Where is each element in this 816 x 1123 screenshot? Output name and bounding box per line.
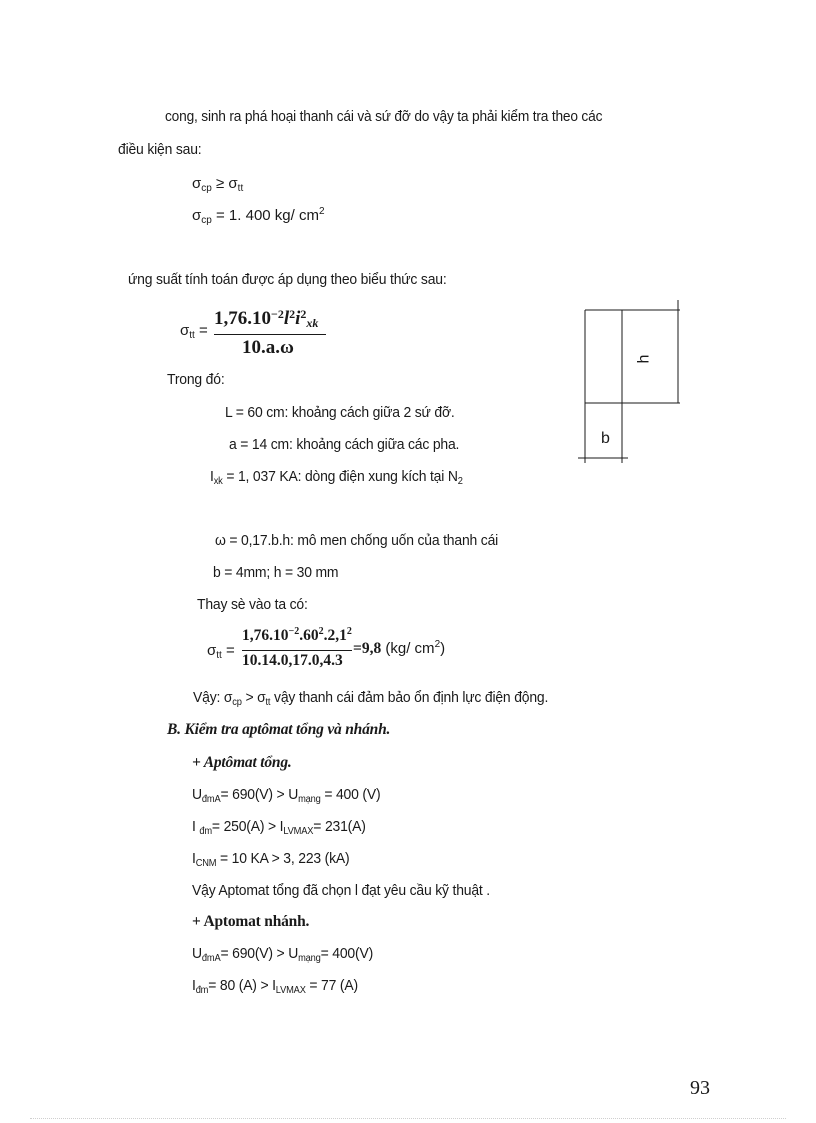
formula-1-fraction-bar bbox=[214, 334, 326, 335]
condition-1: $\sigma_{cp} \ge \sigma_{tt}$ bbox=[192, 175, 244, 194]
section-b-heading: B. Kiểm tra aptômat tổng và nhánh. bbox=[167, 721, 391, 738]
formula-2-numerator: $1,76.10^{-2}.60^2.2,1^2$ bbox=[242, 626, 352, 644]
formula-1-lhs: $\sigma_{tt}$ = bbox=[180, 322, 208, 341]
definition-L: L = 60 cm: khoảng cách giữa 2 sứ đỡ. bbox=[225, 404, 455, 421]
stability-conclusion: Vậy: $\sigma_{cp} > \sigma_{tt}$ vậy thanh cái đảm bảo ổn định lực điện động. bbox=[193, 689, 549, 708]
diagram-label-b: b bbox=[601, 430, 610, 447]
main-breaker-current: I $_{đm}= 250(A) > I_{LVMAX}= 231(A)$ bbox=[192, 818, 366, 837]
paragraph-line-1: cong, sinh ra phá hoại thanh cái và sứ đỡ do vậy ta phải kiểm tra theo các bbox=[165, 108, 603, 125]
formula-2-result: =9,8 (kg/ $cm^2$) bbox=[353, 639, 446, 657]
substitute-label: Thay sè vào ta có: bbox=[197, 596, 308, 613]
footer-rule bbox=[30, 1118, 786, 1119]
paragraph-line-2: điều kiện sau: bbox=[118, 141, 202, 158]
main-breaker-title: + Aptômat tổng. bbox=[192, 754, 292, 771]
formula-intro: ứng suất tính toán được áp dụng theo biểu thức sau: bbox=[128, 271, 447, 288]
main-breaker-voltage: $U_{đmA}= 690(V) > U_{mạng} = 400$ (V) bbox=[192, 786, 381, 805]
branch-breaker-current: $I_{đm}= 80$ $(A) > I_{LVMAX} = 77$ (A) bbox=[192, 977, 358, 996]
condition-2: $\sigma_{cp} = 1$. 400 kg/ $cm^2$ bbox=[192, 206, 325, 226]
definition-bh: b = 4mm; h = 30 mm bbox=[213, 564, 339, 581]
formula-2-lhs: $\sigma_{tt}$ = bbox=[207, 642, 235, 661]
formula-2-fraction-bar bbox=[242, 650, 352, 651]
branch-breaker-title: + Aptomat nhánh. bbox=[192, 913, 310, 930]
where-label: Trong đó: bbox=[167, 371, 225, 388]
main-breaker-conclusion: Vậy Aptomat tổng đã chọn l đạt yêu cầu kỹ thuật . bbox=[192, 882, 490, 899]
diagram-label-h: h bbox=[635, 354, 653, 364]
page-number: 93 bbox=[690, 1077, 710, 1099]
definition-a: a = 14 cm: khoảng cách giữa các pha. bbox=[229, 436, 460, 453]
main-breaker-breaking-current: $I_{CNM} = 10$ KA > 3, 223 (kA) bbox=[192, 850, 350, 869]
formula-2-denominator: 10.14.0,17.0,4.3 bbox=[242, 652, 343, 669]
definition-ixk: $I_{xk} = 1$, 037 KA: dòng điện xung kích tại $N_2$ bbox=[210, 468, 463, 487]
formula-1-numerator: $1,76.10^{-2}l^2i^2_{xk}$ bbox=[214, 307, 319, 330]
definition-omega: ω = 0,17.b.h: mô men chống uốn của thanh cái bbox=[215, 532, 499, 549]
busbar-cross-section-diagram bbox=[570, 298, 685, 470]
formula-1-denominator: 10.a.ω bbox=[242, 337, 294, 358]
branch-breaker-voltage: $U_{đmA}= 690(V) > U_{mạng}= 400(V)$ bbox=[192, 945, 374, 964]
